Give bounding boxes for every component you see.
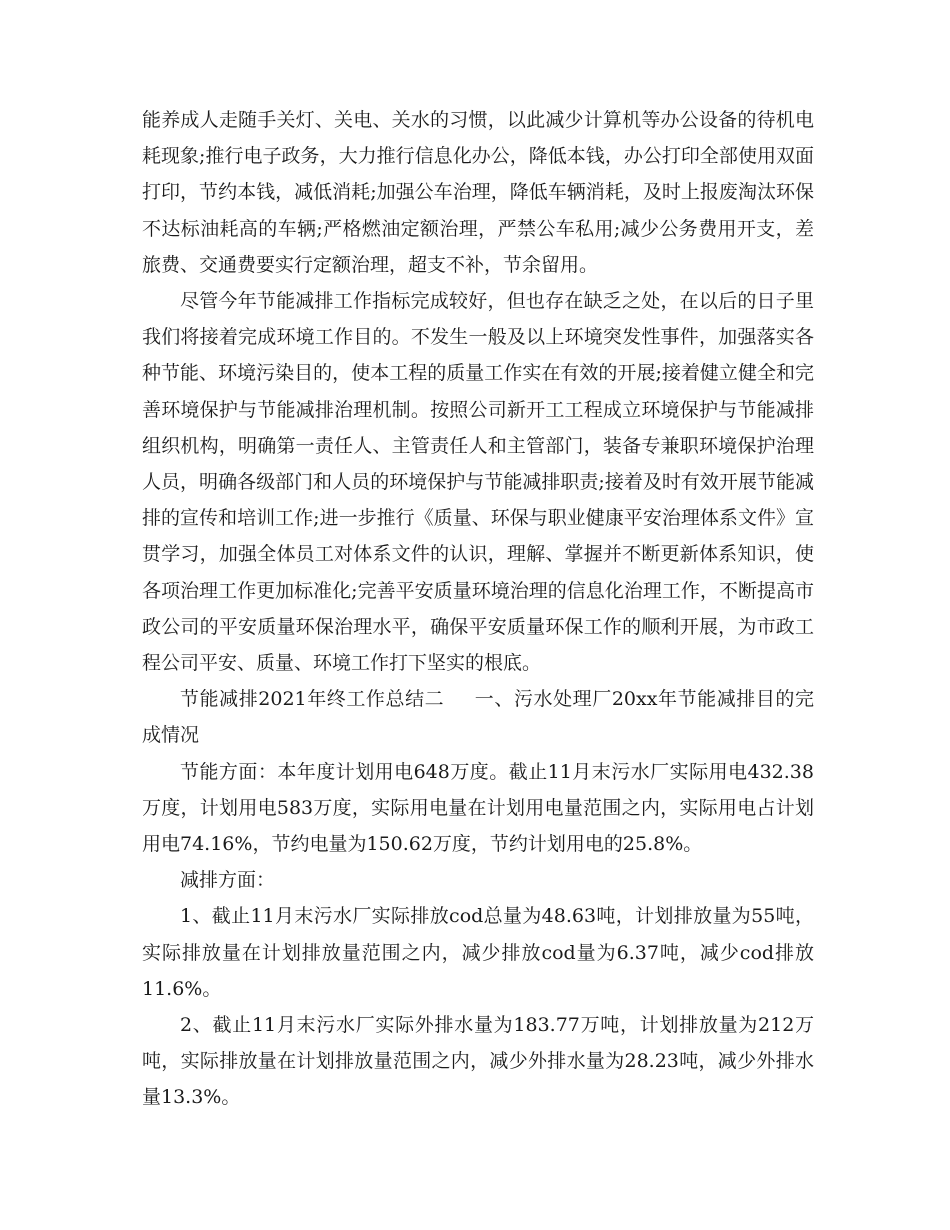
emission-heading: 减排方面：	[180, 869, 276, 892]
paragraph-shortcomings-and-plans: 尽管今年节能减排工作指标完成较好，但也存在缺乏之处，在以后的日子里我们将接着完成环境工作目的。不发生一般及以上环境突发性事件，加强落实各种节能、环境污染目的，使本工程的质量工作实在有效的开展;接着健立健全和完善环境保护与节能减排治理机制。按照公司新开工工程成立环境保护与节能减排组织机构，明确第一责任人、主管责任人和主管部门，装备专兼职环境保护治理人员，明确各级部门和人员的环境保护与节能减排职责;接着及时有效开展节能减排的宣传和培训工作;进一步推行《质量、环保与职业健康平安治理体系文件》宣贯学习，加强全体员工对体系文件的认识，理解、掌握并不断更新体系知识，使各项治理工作更加标准化;完善平安质量环境治理的信息化治理工作，不断提高市政公司的平安质量环保治理水平，确保平安质量环保工作的顺利开展，为市政工程公司平安、质量、环境工作打下坚实的根底。	[142, 290, 814, 675]
section-title-line	[142, 681, 814, 753]
document-body	[142, 102, 814, 1116]
section-subheading: 一、污水处理厂20xx年节能减排目的完成情况	[142, 688, 815, 747]
paragraph-energy-saving: 节能方面：本年度计划用电648万度。截止11月末污水厂实际用电432.38万度，计划用电583万度，实际用电量在计划用电量范围之内，实际用电占计划用电74.16%，节约电量为150.62万度，节约计划用电的25.8%。	[142, 760, 814, 856]
emission-item-wastewater: 2、截止11月末污水厂实际外排水量为183.77万吨，计划排放量为212万吨，实际排放量在计划排放量范围之内，减少外排水量为28.23吨，减少外排水量13.3%。	[142, 1014, 814, 1109]
paragraph-energy-saving-habits: 能养成人走随手关灯、关电、关水的习惯，以此减少计算机等办公设备的待机电耗现象;推行电子政务，大力推行信息化办公，降低本钱，办公打印全部使用双面打印，节约本钱，减低消耗;加强公车治理，降低车辆消耗，及时上报废淘汰环保不达标油耗高的车辆;严格燃油定额治理，严禁公车私用;减少公务费用开支，差旅费、交通费要实行定额治理，超支不补，节余留用。	[142, 109, 814, 276]
section-heading: 节能减排2021年终工作总结二	[180, 688, 445, 711]
emission-item-cod: 1、截止11月末污水厂实际排放cod总量为48.63吨，计划排放量为55吨，实际排放量在计划排放量范围之内，减少排放cod量为6.37吨，减少cod排放11.6%。	[142, 905, 814, 1000]
